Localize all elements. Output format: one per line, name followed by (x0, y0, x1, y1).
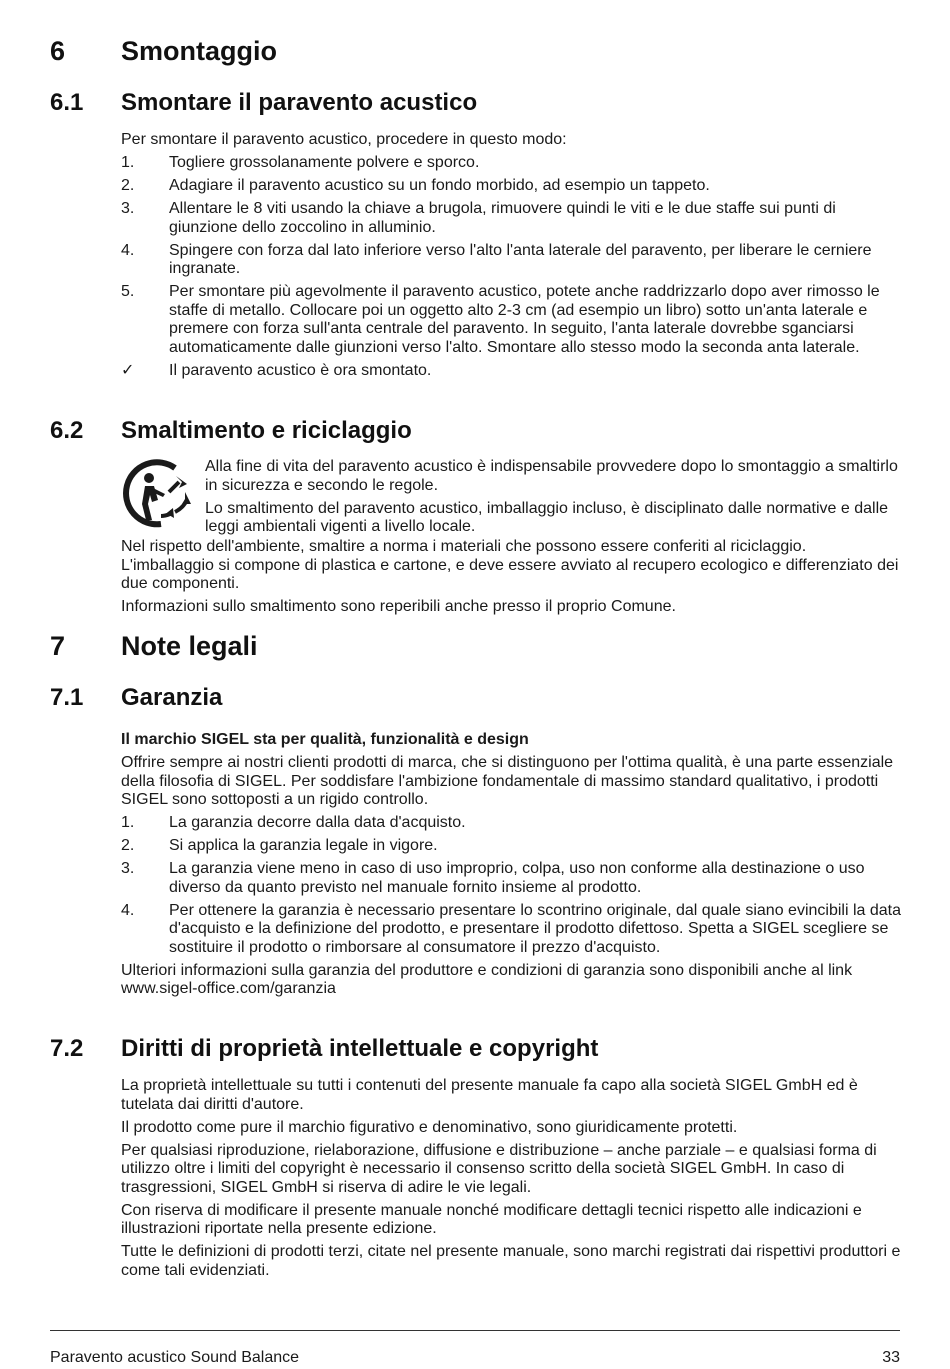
paragraph: Nel rispetto dell'ambiente, smaltire a norma i materiali che possono essere conferiti al riciclaggio. L'imballaggio si compone di plastica e cartone, e deve essere avviato al recupero ecologico e differenziato dei due componenti. (121, 538, 899, 592)
paragraph: Tutte le definizioni di prodotti terzi, citate nel presente manuale, sono marchi registrati dai rispettivi produttori e come tali evidenziati. (121, 1243, 901, 1279)
section-number: 7.1 (50, 684, 84, 711)
paragraph: Ulteriori informazioni sulla garanzia del produttore e condizioni di garanzia sono disponibili anche al link www.sigel-office.com/garanzia (121, 961, 853, 997)
item-text: Togliere grossolanamente polvere e sporco. (169, 154, 480, 171)
page-number: 33 (882, 1349, 900, 1366)
disposal-intro (205, 458, 905, 541)
section-title: Smontare il paravento acustico (121, 89, 478, 116)
section-title: Smaltimento e riciclaggio (121, 417, 412, 444)
section-number: 6.2 (50, 417, 84, 444)
item-text: Si applica la garanzia legale in vigore. (169, 837, 438, 854)
steps-list (121, 154, 903, 380)
footer-title: Paravento acustico Sound Balance (50, 1349, 300, 1366)
list-item (121, 242, 903, 279)
item-text: Il paravento acustico è ora smontato. (169, 361, 432, 379)
lead-text: Il marchio SIGEL sta per qualità, funzionalità e design (121, 731, 529, 748)
item-number: 3. (121, 860, 135, 877)
section-7-2-body (121, 1077, 903, 1285)
section-number: 6.1 (50, 89, 84, 116)
list-item (121, 154, 903, 173)
check-icon: ✓ (121, 361, 135, 379)
section-6-heading (50, 36, 277, 67)
section-number: 6 (50, 36, 66, 66)
section-number: 7.2 (50, 1035, 84, 1062)
warranty-list (121, 814, 903, 957)
item-text: Per ottenere la garanzia è necessario presentare lo scontrino originale, dal quale siano evincibili la data d'acquisto e la definizione del prodotto, e presentare il prodotto difettoso. Spetta a SIGEL scegliere se sostituire il prodotto o rimborsare al consumatore il prezzo d'acquisto. (169, 901, 901, 956)
footer-divider (50, 1330, 900, 1331)
intro-paragraph: Per smontare il paravento acustico, procedere in questo modo: (121, 131, 567, 148)
item-text: Adagiare il paravento acustico su un fondo morbido, ad esempio un tappeto. (169, 177, 710, 194)
list-item (121, 177, 903, 196)
result-item (121, 362, 903, 381)
paragraph: Lo smaltimento del paravento acustico, imballaggio incluso, è disciplinato dalle normative e dalle leggi ambientali vigenti a livello locale. (205, 499, 889, 535)
section-6-1-body (121, 131, 903, 385)
paragraph: Con riserva di modificare il presente manuale nonché modificare dettagli tecnici rispetto alle indicazioni e illustrazioni riportate nella presente edizione. (121, 1201, 862, 1237)
item-number: 3. (121, 200, 135, 217)
item-text: Per smontare più agevolmente il paravento acustico, potete anche raddrizzarlo dopo aver rimosso le staffe di metallo. Collocare poi un oggetto alto 2-3 cm (ad esempio un libro) sotto un'anta laterale e premere con forza sull'anta centrale del paravento. In seguito, l'anta laterale dovrebbe sganciarsi automaticamente dalle giunzioni verso l'alto. Smontare allo stesso modo la seconda anta laterale. (169, 283, 880, 356)
item-text: La garanzia decorre dalla data d'acquisto. (169, 814, 466, 831)
list-item (121, 200, 903, 237)
section-number: 7 (50, 631, 66, 661)
item-number: 5. (121, 283, 135, 300)
section-6-2-body (121, 538, 903, 621)
section-title: Smontaggio (121, 36, 277, 66)
section-7-heading (50, 631, 258, 662)
paragraph: Offrire sempre ai nostri clienti prodotti di marca, che si distinguono per l'ottima qualità, è una parte essenziale della filosofia di SIGEL. Per soddisfare l'ambizione fondamentale di massimo standard qualitativo, i prodotti SIGEL sono sottoposti a un rigido controllo. (121, 754, 894, 808)
item-number: 1. (121, 154, 135, 171)
section-title: Note legali (121, 631, 258, 661)
section-7-2-heading (50, 1035, 598, 1063)
section-6-1-heading (50, 89, 477, 117)
section-7-1-heading (50, 684, 222, 712)
paragraph: La proprietà intellettuale su tutti i contenuti del presente manuale fa capo alla società SIGEL GmbH ed è tutelata dai diritti d'autore. (121, 1077, 858, 1113)
item-number: 4. (121, 241, 135, 259)
section-title: Diritti di proprietà intellettuale e copyright (121, 1035, 599, 1062)
list-item (121, 837, 903, 856)
item-text: Allentare le 8 viti usando la chiave a brugola, rimuovere quindi le viti e le due staffe sui punti di giunzione dello zoccolino in alluminio. (169, 200, 836, 236)
paragraph: Il prodotto come pure il marchio figurativo e denominativo, sono giuridicamente protetti. (121, 1118, 738, 1136)
item-text: La garanzia viene meno in caso di uso improprio, colpa, uso non conforme alla destinazione o uso diverso da quanto previsto nel manuale fornito insieme al prodotto. (169, 860, 865, 896)
paragraph: Per qualsiasi riproduzione, rielaborazione, diffusione e distribuzione – anche parziale – e qualsiasi forma di utilizzo oltre i limiti del copyright è necessario il consenso scritto della società SIGEL GmbH. In caso di trasgressioni, SIGEL GmbH si riserva di adire le vie legali. (121, 1141, 877, 1196)
item-text: Spingere con forza dal lato inferiore verso l'alto l'anta laterale del paravento, per liberare le cerniere ingranate. (169, 241, 872, 277)
paragraph: Alla fine di vita del paravento acustico è indispensabile provvedere dopo lo smontaggio a smaltirlo in sicurezza e secondo le regole. (205, 458, 898, 494)
recycle-triman-icon (121, 458, 195, 530)
item-number: 4. (121, 901, 135, 919)
list-item (121, 860, 903, 897)
item-number: 2. (121, 177, 135, 194)
paragraph: Informazioni sullo smaltimento sono reperibili anche presso il proprio Comune. (121, 598, 676, 615)
list-item (121, 283, 903, 357)
section-title: Garanzia (121, 684, 223, 711)
section-7-1-body (121, 731, 903, 1003)
list-item (121, 814, 903, 833)
item-number: 2. (121, 837, 135, 854)
item-number: 1. (121, 814, 135, 831)
section-6-2-heading (50, 417, 412, 445)
list-item (121, 902, 903, 958)
